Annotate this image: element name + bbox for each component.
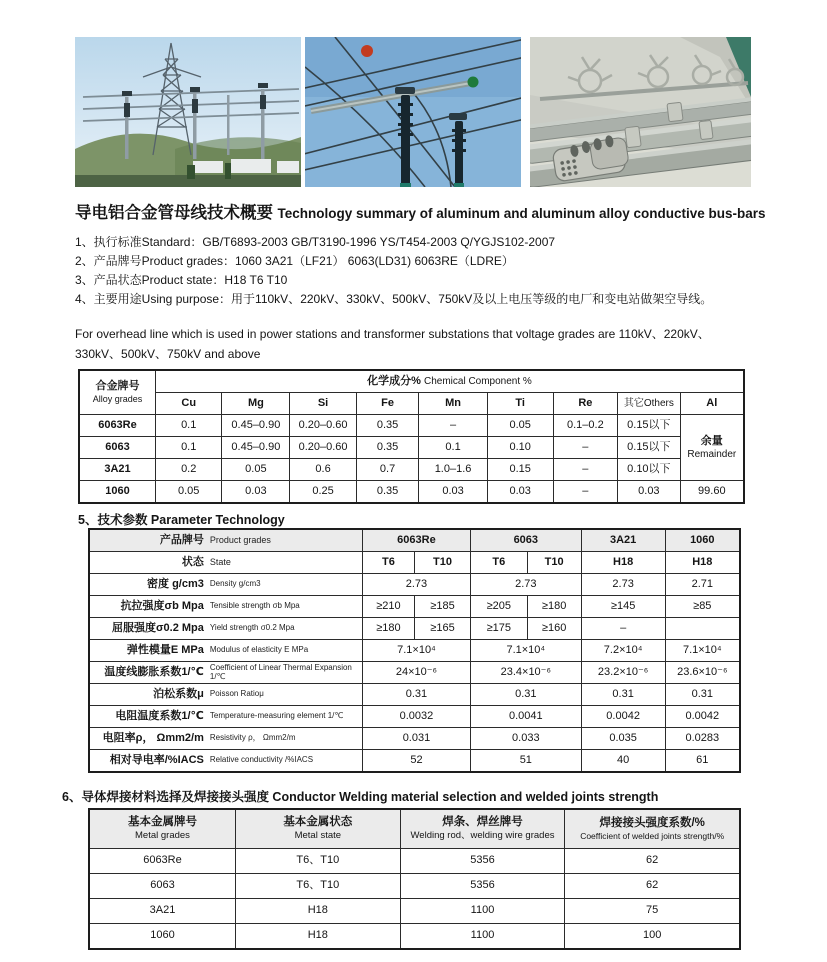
param-cell: T10 (415, 552, 471, 574)
chem-grade: 3A21 (79, 459, 155, 481)
param-cell: 0.31 (470, 684, 581, 706)
chem-cell: 0.6 (290, 459, 357, 481)
chem-cell: 0.15 (487, 459, 553, 481)
weld-cell: H18 (235, 924, 400, 950)
param-cell: 51 (470, 750, 581, 773)
param-cell: 1060 (665, 529, 740, 552)
weld-cell: 6063 (89, 874, 235, 899)
weld-header-row (89, 809, 740, 849)
param-label-en: Tensible strength σb Mpa (209, 601, 300, 611)
chem-row-6063 (79, 437, 744, 459)
weld-header-metal-state (235, 809, 400, 849)
weld-cell: T6、T10 (235, 874, 400, 899)
chem-grade: 6063 (79, 437, 155, 459)
weld-header-joint-strength (565, 809, 740, 849)
chem-grade: 6063Re (79, 415, 155, 437)
chem-cell: 0.05 (155, 481, 222, 504)
param-cell: 0.0032 (362, 706, 470, 728)
param-cell: 7.2×10⁴ (581, 640, 665, 662)
weld-cell: H18 (235, 899, 400, 924)
param-row-yield-strength (89, 618, 740, 640)
page-title (75, 199, 775, 223)
chem-cell: 1.0–1.6 (419, 459, 487, 481)
param-label-zh: 电阻温度系数1/℃ (115, 709, 204, 722)
param-row-resistivity (89, 728, 740, 750)
param-cell: 7.1×10⁴ (470, 640, 581, 662)
weld-header-en: Metal grades (135, 830, 190, 842)
param-label (89, 728, 362, 750)
param-cell: ≥175 (470, 618, 527, 640)
param-cell: ≥185 (415, 596, 471, 618)
welding-table (88, 808, 741, 950)
param-label-zh: 密度 g/cm3 (147, 577, 204, 590)
chem-cell: 0.03 (222, 481, 290, 504)
weld-cell: 62 (565, 874, 740, 899)
param-label-zh: 相对导电率/%IACS (109, 753, 204, 766)
param-label-en: Coefficient of Linear Thermal Expansion 1/℃ (209, 663, 352, 681)
param-cell: H18 (665, 552, 740, 574)
param-cell: 0.31 (581, 684, 665, 706)
chem-al-remainder (680, 415, 744, 481)
chem-cell: 0.10 (487, 437, 553, 459)
weld-row-6063 (89, 874, 740, 899)
chem-group-header (155, 370, 744, 393)
chem-cell: 0.03 (419, 481, 487, 504)
param-cell: 0.0041 (470, 706, 581, 728)
param-label-zh: 弹性模量E MPa (126, 643, 204, 656)
chem-col-fe: Fe (356, 393, 419, 415)
param-label-en: Relative conductivity /%IACS (209, 755, 314, 765)
chem-col-si: Si (290, 393, 357, 415)
photo-substation (75, 37, 301, 187)
param-cell (665, 618, 740, 640)
chem-cell: 0.7 (356, 459, 419, 481)
weld-cell: 1100 (400, 899, 565, 924)
param-label-en: Modulus of elasticity E MPa (209, 645, 309, 655)
param-label (89, 750, 362, 773)
chem-cell: – (419, 415, 487, 437)
weld-cell: 5356 (400, 874, 565, 899)
spec-item-using-purpose: 4、主要用途Using purpose：用于110kV、220kV、330kV、500kV、750kV及以上电压等级的电厂和变电站做架空导线。 (75, 292, 713, 306)
param-cell: ≥145 (581, 596, 665, 618)
param-cell: T10 (527, 552, 581, 574)
parameter-table (88, 528, 741, 773)
param-cell: 0.0042 (581, 706, 665, 728)
chem-al-remainder-en: Remainder (687, 448, 737, 460)
photo-strip (75, 37, 751, 187)
chem-cell-al-1060: 99.60 (680, 481, 744, 504)
chem-cell: 0.1–0.2 (553, 415, 618, 437)
chem-group-en: Chemical Component % (423, 375, 532, 387)
chem-col-re: Re (553, 393, 618, 415)
weld-header-zh: 焊接接头强度系数/% (599, 817, 705, 829)
param-cell: 7.1×10⁴ (362, 640, 470, 662)
chem-cell: 0.35 (356, 481, 419, 504)
param-cell: T6 (362, 552, 414, 574)
weld-header-en: Coefficient of welded joints strength/% (580, 830, 725, 841)
param-label-en: State (209, 556, 231, 567)
chem-cell: 0.20–0.60 (290, 437, 357, 459)
param-label (89, 529, 362, 552)
param-cell: 0.031 (362, 728, 470, 750)
weld-cell: 3A21 (89, 899, 235, 924)
param-row-thermal-expansion (89, 662, 740, 684)
chem-cell: 0.1 (155, 415, 222, 437)
chem-cell: – (553, 481, 618, 504)
chem-cell: 0.05 (222, 459, 290, 481)
param-label (89, 662, 362, 684)
weld-cell: 100 (565, 924, 740, 950)
chem-corner-zh: 合金牌号 (95, 380, 140, 393)
chem-row-3a21 (79, 459, 744, 481)
param-label-zh: 泊松系数μ (153, 687, 204, 700)
param-cell: 0.033 (470, 728, 581, 750)
chem-cell: 0.35 (356, 415, 419, 437)
param-label (89, 574, 362, 596)
chem-cell: 0.03 (618, 481, 681, 504)
param-cell: 6063 (470, 529, 581, 552)
chem-cell: 0.10以下 (618, 459, 681, 481)
param-cell: ≥210 (362, 596, 414, 618)
weld-header-metal-grades (89, 809, 235, 849)
param-cell: 2.71 (665, 574, 740, 596)
chem-cell: 0.45–0.90 (222, 437, 290, 459)
chem-cell: 0.05 (487, 415, 553, 437)
chem-col-ti: Ti (487, 393, 553, 415)
param-label-zh: 产品牌号 (159, 533, 204, 546)
param-cell: T6 (470, 552, 527, 574)
param-cell: – (581, 618, 665, 640)
param-label (89, 618, 362, 640)
param-label (89, 684, 362, 706)
param-label (89, 706, 362, 728)
param-label-zh: 电阻率ρ， Ωmm2/m (102, 731, 204, 744)
weld-cell: 5356 (400, 849, 565, 874)
spec-list (75, 233, 753, 309)
photo-conductors-sky (305, 37, 521, 187)
param-label-en: Poisson Ratioμ (209, 689, 264, 699)
param-cell: 52 (362, 750, 470, 773)
param-cell: 3A21 (581, 529, 665, 552)
param-row-tensile-strength (89, 596, 740, 618)
weld-header-en: Welding rod、welding wire grades (410, 830, 555, 842)
chem-cell: 0.25 (290, 481, 357, 504)
chem-al-remainder-zh: 余量 (700, 434, 723, 447)
chem-corner-en: Alloy grades (92, 393, 143, 404)
weld-header-zh: 基本金属状态 (283, 816, 353, 829)
param-label (89, 640, 362, 662)
weld-header-zh: 焊条、焊丝牌号 (442, 816, 523, 829)
chem-cell: – (553, 459, 618, 481)
chem-col-al: Al (680, 393, 744, 415)
chem-cell: 0.35 (356, 437, 419, 459)
chem-cell: 0.45–0.90 (222, 415, 290, 437)
spec-item-product-grades: 2、产品牌号Product grades：1060 3A21（LF21） 6063(LD31) 6063RE（LDRE） (75, 254, 514, 268)
weld-header-wire-grades (400, 809, 565, 849)
weld-cell: 1100 (400, 924, 565, 950)
chem-grade: 1060 (79, 481, 155, 504)
param-cell: ≥180 (527, 596, 581, 618)
section-heading-welding: 6、导体焊接材料选择及焊接接头强度 Conductor Welding material selection and welded joints strength (62, 790, 659, 804)
weld-header-zh: 基本金属牌号 (127, 816, 197, 829)
chem-cell: 0.15以下 (618, 437, 681, 459)
param-cell: 40 (581, 750, 665, 773)
weld-cell: T6、T10 (235, 849, 400, 874)
section-heading-parameters: 5、技术参数 Parameter Technology (78, 513, 285, 527)
param-label (89, 596, 362, 618)
param-cell: 0.31 (665, 684, 740, 706)
overhead-line-note: For overhead line which is used in power stations and transformer substations that voltage grades are 110kV、220kV、330kV、500kV、750kV and above (75, 327, 710, 361)
param-cell: ≥160 (527, 618, 581, 640)
weld-cell: 75 (565, 899, 740, 924)
chem-col-mg: Mg (222, 393, 290, 415)
param-cell: 0.035 (581, 728, 665, 750)
weld-cell: 1060 (89, 924, 235, 950)
page-title-zh: 导电铝合金管母线技术概要 (75, 204, 273, 222)
param-row-density (89, 574, 740, 596)
weld-row-6063re (89, 849, 740, 874)
param-label-en: Resistivity ρ， Ωmm2/m (209, 733, 296, 743)
param-cell: 24×10⁻⁶ (362, 662, 470, 684)
param-cell: ≥85 (665, 596, 740, 618)
chem-corner-header (79, 370, 155, 415)
param-label (89, 552, 362, 574)
param-cell: 6063Re (362, 529, 470, 552)
param-cell: 0.0042 (665, 706, 740, 728)
chem-cell: 0.1 (155, 437, 222, 459)
chem-cell: 0.15以下 (618, 415, 681, 437)
param-cell: 7.1×10⁴ (665, 640, 740, 662)
weld-cell: 62 (565, 849, 740, 874)
chem-cell: 0.2 (155, 459, 222, 481)
weld-cell: 6063Re (89, 849, 235, 874)
weld-row-3a21 (89, 899, 740, 924)
param-label-en: Yield strength σ0.2 Mpa (209, 623, 295, 633)
param-cell: 2.73 (581, 574, 665, 596)
param-cell: 23.4×10⁻⁶ (470, 662, 581, 684)
weld-row-1060 (89, 924, 740, 950)
param-cell: 23.2×10⁻⁶ (581, 662, 665, 684)
chem-col-others: 其它Others (618, 393, 681, 415)
chem-cell: 0.03 (487, 481, 553, 504)
param-cell: ≥180 (362, 618, 414, 640)
param-cell: 2.73 (362, 574, 470, 596)
weld-header-en: Metal state (294, 830, 342, 842)
param-label-zh: 状态 (181, 555, 204, 568)
spec-item-product-state: 3、产品状态Product state：H18 T6 T10 (75, 273, 288, 287)
param-cell: 61 (665, 750, 740, 773)
param-cell: H18 (581, 552, 665, 574)
chem-group-zh: 化学成分% (367, 374, 421, 387)
spec-item-standard: 1、执行标准Standard：GB/T6893-2003 GB/T3190-1996 YS/T454-2003 Q/YGJS102-2007 (75, 235, 556, 249)
chem-col-mn: Mn (419, 393, 487, 415)
chem-cell: 0.20–0.60 (290, 415, 357, 437)
param-row-state (89, 552, 740, 574)
page-title-en: Technology summary of aluminum and aluminum alloy conductive bus-bars (277, 206, 766, 221)
chemical-composition-table (78, 369, 745, 504)
param-cell: 23.6×10⁻⁶ (665, 662, 740, 684)
param-label-en: Temperature-measuring element 1/℃ (209, 711, 344, 721)
param-label-zh: 抗拉强度σb Mpa (120, 599, 204, 612)
param-row-poisson-ratio (89, 684, 740, 706)
photo-aluminum-tubes (530, 37, 751, 187)
param-label-en: Density g/cm3 (209, 579, 261, 589)
param-label-zh: 屈服强度σ0.2 Mpa (112, 621, 204, 634)
param-cell: 0.31 (362, 684, 470, 706)
param-row-product-grades (89, 529, 740, 552)
chem-cell: – (553, 437, 618, 459)
chem-row-6063re (79, 415, 744, 437)
param-label-en: Product grades (209, 534, 271, 545)
param-row-temp-coefficient (89, 706, 740, 728)
param-cell: 0.0283 (665, 728, 740, 750)
chem-col-cu: Cu (155, 393, 222, 415)
param-cell: 2.73 (470, 574, 581, 596)
param-cell: ≥165 (415, 618, 471, 640)
param-label-zh: 温度线膨胀系数1/℃ (104, 665, 204, 678)
chem-row-1060 (79, 481, 744, 504)
param-cell: ≥205 (470, 596, 527, 618)
param-row-relative-conductivity (89, 750, 740, 773)
chem-cell: 0.1 (419, 437, 487, 459)
param-row-elastic-modulus (89, 640, 740, 662)
